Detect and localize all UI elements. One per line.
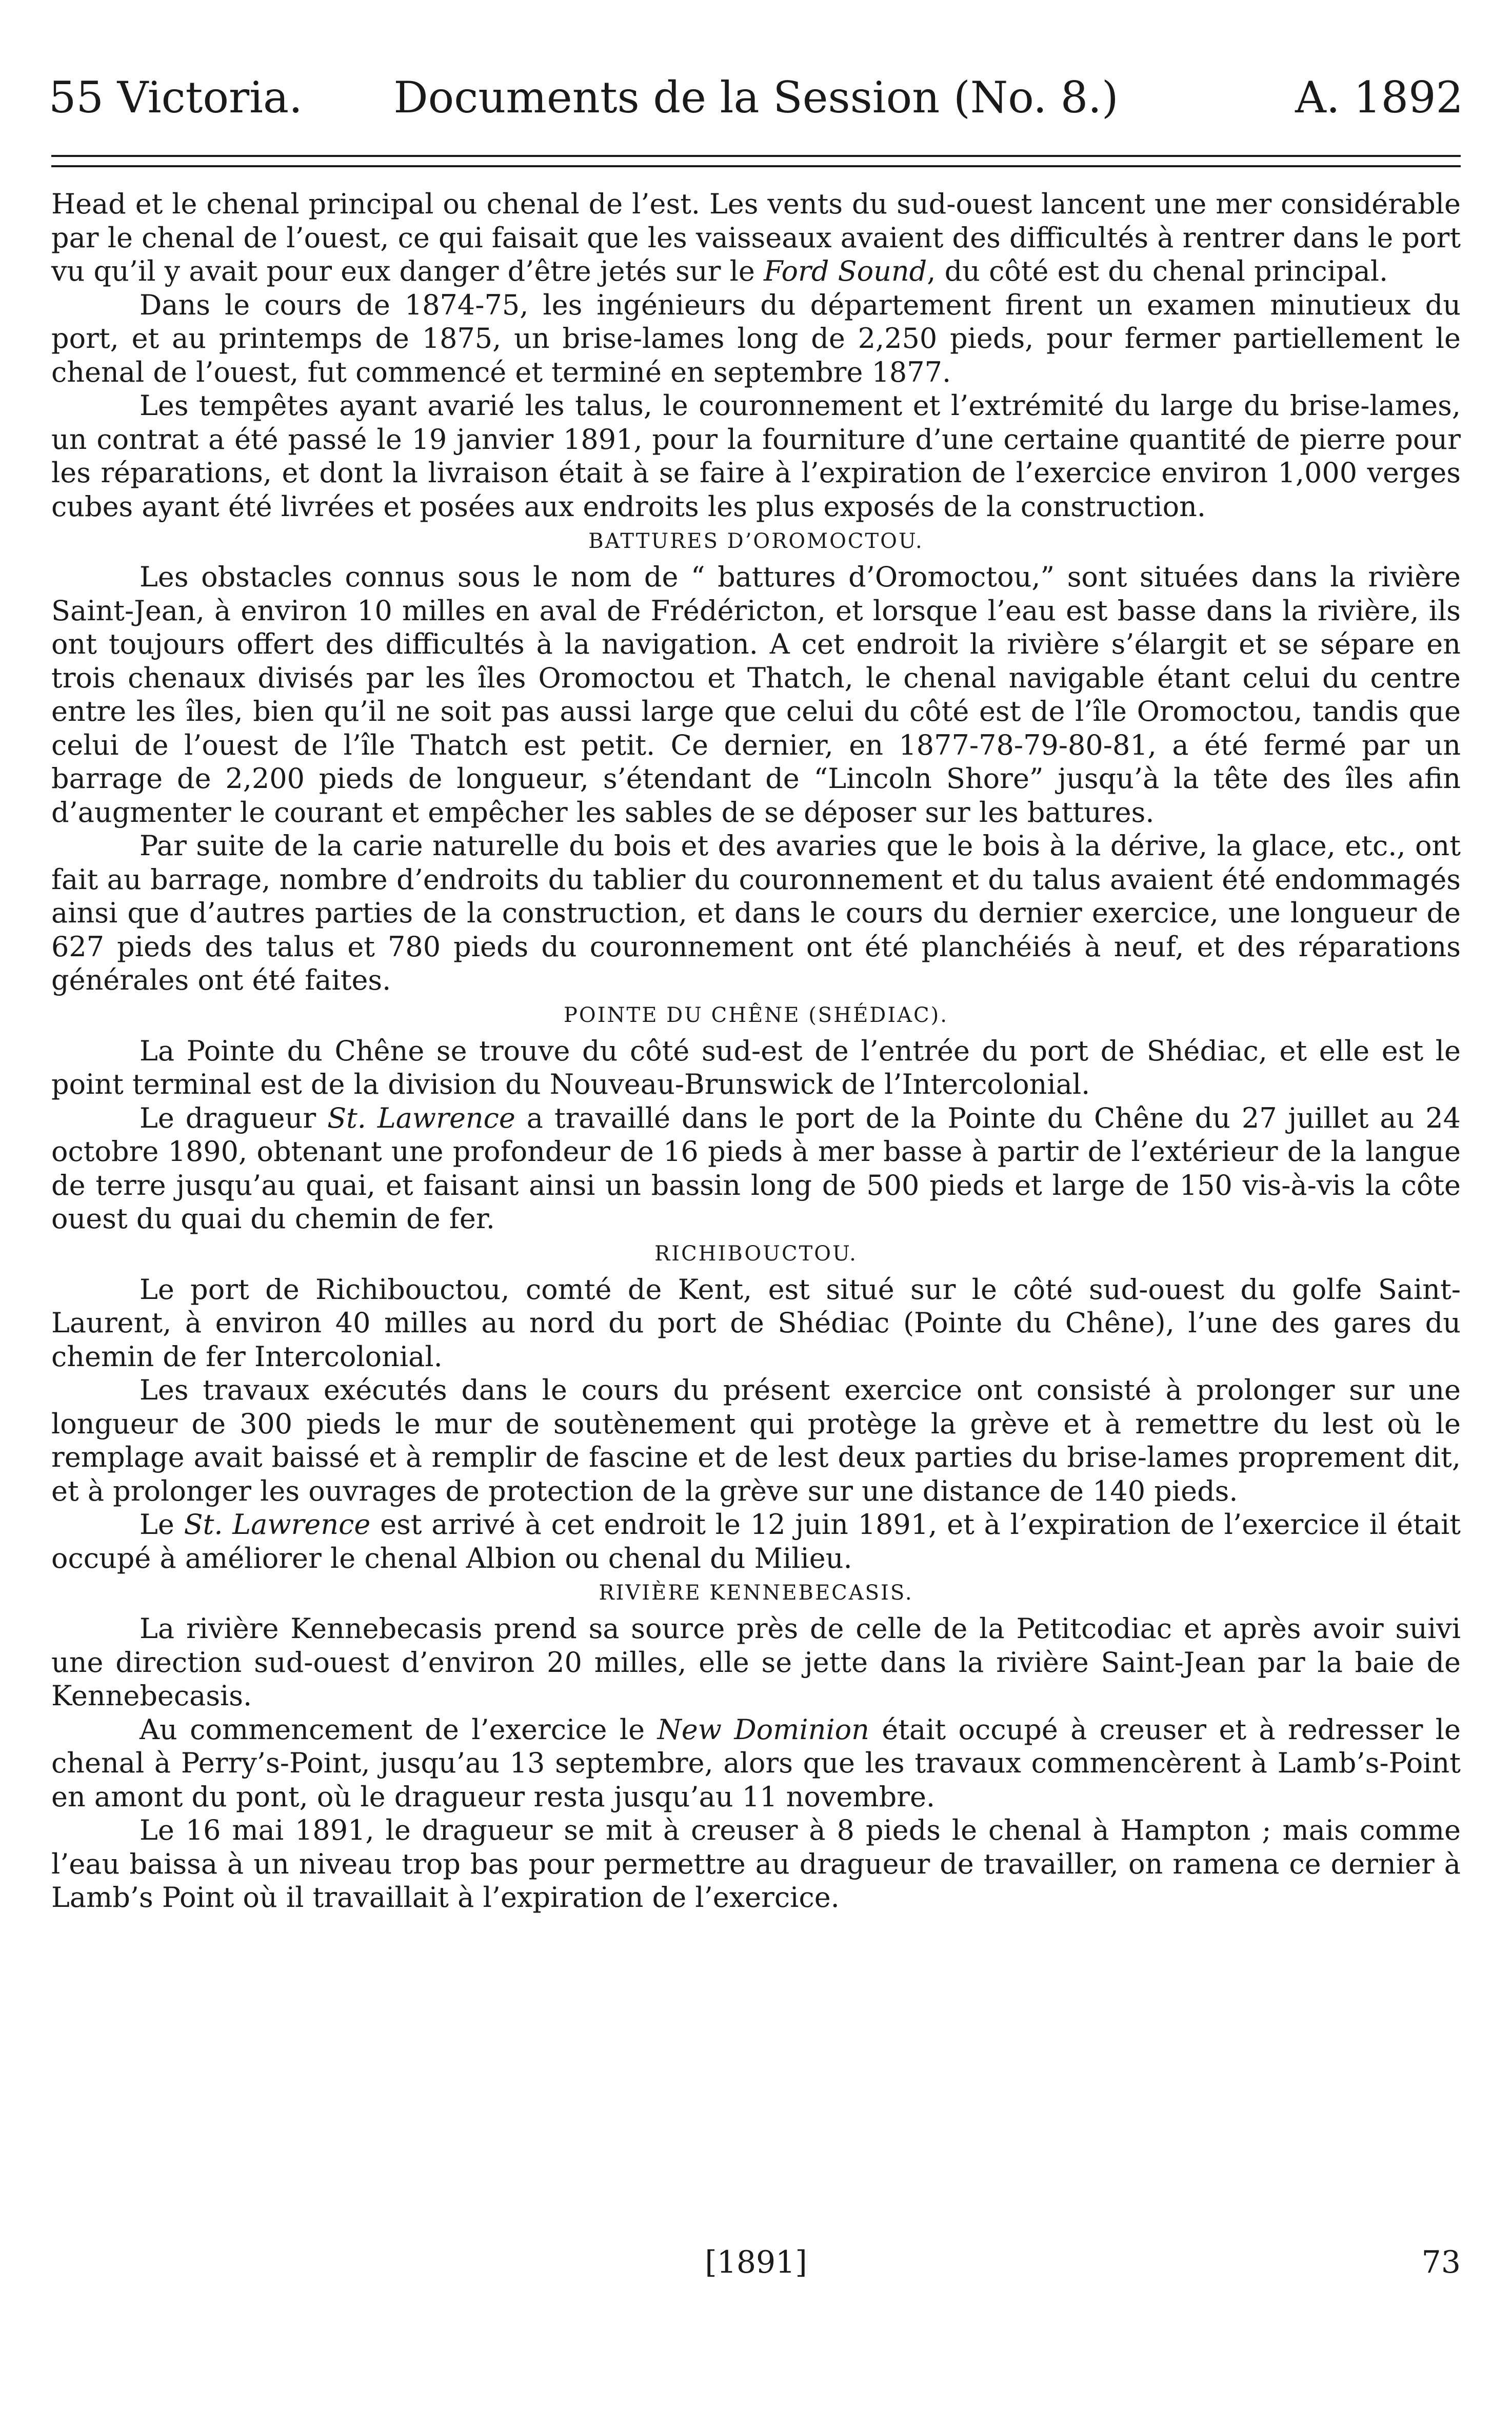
header-title: Documents de la Session (No. 8.) [393,72,1119,123]
paragraph: Les travaux exécutés dans le cours du présent exercice ont consisté à prolonger sur une longueur de 300 pieds le mur de soutènement qui protège la grève et à remettre du lest où le remplage avait baissé et à remplir de fascine et de lest deux parties du brise-lames proprement dit, et à prolonger les ouvrages de protection de la grève sur une distance de 140 pieds. [51,1374,1461,1507]
paragraph [51,1508,1461,1575]
paragraph-text: Le [140,1508,184,1541]
paragraph: La Pointe du Chêne se trouve du côté sud-est de l’entrée du port de Shédiac, et elle est le point terminal est de la division du Nouveau-Brunswick de l’Intercolonial. [51,1034,1461,1100]
italic-name: New Dominion [657,1713,869,1746]
paragraph-text: Head et le chenal principal ou chenal de l’est. Les vents du sud-ouest lancent une mer considérable par le chenal de l’ouest, ce qui faisait que les vaisseaux avaient des difficultés à rentrer dans le port vu qu’il y avait pour eux danger d’être jetés sur le [51,188,1461,287]
footer-year: [1891] [705,2244,807,2280]
paragraph: Dans le cours de 1874-75, les ingénieurs du département firent un examen minutieux du port, et au printemps de 1875, un brise-lames long de 2,250 pieds, pour fermer partiellement le chenal de l’ouest, fut commencé et terminé en septembre 1877. [51,288,1461,388]
page-body [51,187,1461,1915]
section-heading-kennebecasis: RIVIÈRE KENNEBECASIS. [599,1581,913,1605]
header-rule-bottom [51,165,1461,167]
paragraph [51,187,1461,288]
paragraph: Les tempêtes ayant avarié les talus, le couronnement et l’extrémité du large du brise-lames, un contrat a été passé le 19 janvier 1891, pour la fourniture d’une certaine quantité de pierre pour les réparations, et dont la livraison était à se faire à l’expiration de l’exercice environ 1,000 verges cubes ayant été livrées et posées aux endroits les plus exposés de la construction. [51,389,1461,523]
paragraph: La rivière Kennebecasis prend sa source près de celle de la Petitcodiac et après avoir suivi une direction sud-ouest d’environ 20 milles, elle se jette dans la rivière Saint-Jean par la baie de Kennebecasis. [51,1612,1461,1712]
paragraph-text: Le dragueur [140,1101,328,1134]
paragraph-text: est arrivé à cet endroit le 12 juin 1891, et à l’expiration de l’exercice il était occupé à améliorer le chenal Albion ou chenal du Milieu. [51,1508,1461,1574]
paragraph [51,1713,1461,1814]
italic-name: Ford Sound [764,255,927,287]
header-year: A. 1892 [1295,72,1463,123]
italic-name: St. Lawrence [184,1508,371,1541]
page-number: 73 [1421,2244,1461,2280]
paragraph: Le 16 mai 1891, le dragueur se mit à creuser à 8 pieds le chenal à Hampton ; mais comme l’eau baissa à un niveau trop bas pour permettre au dragueur de travailler, on ramena ce dernier à Lamb’s Point où il travaillait à l’expiration de l’exercice. [51,1814,1461,1914]
page-footer [51,2242,1461,2283]
paragraph [51,1101,1461,1236]
section-heading-battures: BATTURES D’OROMOCTOU. [588,529,924,553]
paragraph: Par suite de la carie naturelle du bois et des avaries que le bois à la dérive, la glace, etc., ont fait au barrage, nombre d’endroits du tablier du couronnement et du talus avaient été endommagés ainsi que d’autres parties de la construction, et dans le cours du dernier exercice, une longueur de 627 pieds des talus et 780 pieds du couronnement ont été planchéiés à neuf, et des réparations générales ont été faites. [51,830,1461,996]
section-heading-richibouctou: RICHIBOUCTOU. [654,1241,858,1266]
paragraph-text: , du côté est du chenal principal. [927,255,1388,287]
paragraph-text: a travaillé dans le port de la Pointe du Chêne du 27 juillet au 24 octobre 1890, obtenant une profondeur de 16 pieds à mer basse à partir de l’extérieur de la langue de terre jusqu’au quai, et faisant ainsi un bassin long de 500 pieds et large de 150 vis-à-vis la côte ouest du quai du chemin de fer. [51,1101,1461,1235]
header-rule-top [51,155,1461,157]
paragraph: Les obstacles connus sous le nom de “ battures d’Oromoctou,” sont situées dans la rivière Saint-Jean, à environ 10 milles en aval de Frédéricton, et lorsque l’eau est basse dans la rivière, ils ont toujours offert des difficultés à la navigation. A cet endroit la rivière s’élargit et se sépare en trois chenaux divisés par les îles Oromoctou et Thatch, le chenal navigable étant celui du centre entre les îles, bien qu’il ne soit pas aussi large que celui du côté est de l’île Oromoctou, tandis que celui de l’ouest de l’île Thatch est petit. Ce dernier, en 1877-78-79-80-81, a été fermé par un barrage de 2,200 pieds de longueur, s’étendant de “Lincoln Shore” jusqu’à la tête des îles afin d’augmenter le courant et empêcher les sables de se déposer sur les battures. [51,561,1461,829]
paragraph: Le port de Richibouctou, comté de Kent, est situé sur le côté sud-ouest du golfe Saint-Laurent, à environ 40 milles au nord du port de Shédiac (Pointe du Chêne), l’une des gares du chemin de fer Intercolonial. [51,1273,1461,1373]
paragraph-text: était occupé à creuser et à redresser le chenal à Perry’s-Point, jusqu’au 13 septembre, alors que les travaux commencèrent à Lamb’s-Point en amont du pont, où le dragueur resta jusqu’au 11 novembre. [51,1713,1461,1813]
header-session-year: 55 Victoria. [49,72,303,123]
paragraph-text: Au commencement de l’exercice le [140,1713,658,1746]
italic-name: St. Lawrence [327,1101,515,1134]
page-header [49,72,1463,123]
section-heading-pointe-du-chene: POINTE DU CHÊNE (SHÉDIAC). [564,1003,948,1027]
